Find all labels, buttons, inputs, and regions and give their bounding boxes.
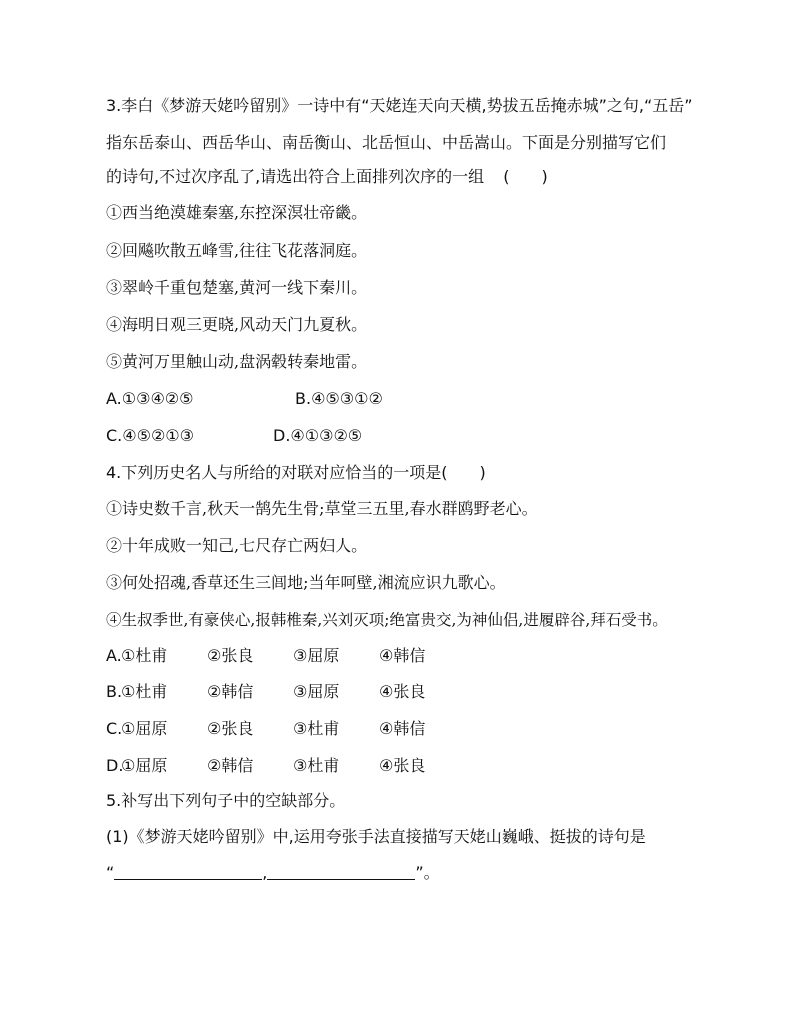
answer-blank-1[interactable] (114, 863, 262, 880)
q4-option-c-c3: ③杜甫 (293, 719, 340, 738)
q4-option-a-c2: ②张良 (207, 646, 254, 665)
q4-item-4: ④生叔季世,有豪侠心,报韩椎秦,兴刘灭项;绝富贵交,为神仙侣,进履辟谷,拜石受书。 (106, 611, 668, 629)
q4-option-b-c2: ②韩信 (207, 682, 254, 701)
q4-option-a-label: A. (106, 646, 122, 665)
q4-stem: 4.下列历史名人与所给的对联对应恰当的一项是( ) (106, 463, 486, 482)
comma: , (262, 863, 268, 882)
q5-sub1-answer-line (106, 862, 440, 884)
q3-item-5: ⑤黄河万里触山动,盘涡毂转秦地雷。 (106, 352, 368, 371)
q5-sub1: (1)《梦游天姥吟留别》中,运用夸张手法直接描写天姥山巍峨、挺拔的诗句是 (106, 827, 646, 846)
q4-option-d-c1: ①屈原 (121, 756, 168, 775)
q4-option-b-c1: ①杜甫 (121, 682, 168, 701)
q4-option-b-c3: ③屈原 (293, 682, 340, 701)
q4-option-d-label: D. (106, 756, 124, 775)
q4-option-a-c3: ③屈原 (293, 646, 340, 665)
q4-option-d-c4: ④张良 (379, 756, 426, 775)
q4-item-1: ①诗史数千言,秋天一鹄先生骨;草堂三五里,春水群鸥野老心。 (106, 499, 538, 518)
q4-option-d-c2: ②韩信 (207, 756, 254, 775)
q3-option-a: A.①③④②⑤ (106, 389, 194, 408)
q4-option-b-c4: ④张良 (379, 682, 426, 701)
close-quote: ”。 (415, 863, 440, 882)
q4-option-a-c4: ④韩信 (379, 646, 426, 665)
q3-item-3: ③翠岭千重包楚塞,黄河一线下秦川。 (106, 278, 368, 297)
q4-option-d-c3: ③杜甫 (293, 756, 340, 775)
q4-option-c-c1: ①屈原 (121, 719, 168, 738)
q4-item-2: ②十年成败一知己,七尺存亡两妇人。 (106, 536, 368, 555)
q4-option-c-c2: ②张良 (207, 719, 254, 738)
q3-item-4: ④海明日观三更晓,风动天门九夏秋。 (106, 315, 368, 334)
q4-option-c-c4: ④韩信 (379, 719, 426, 738)
q3-stem-text: 的诗句,不过次序乱了,请选出符合上面排列次序的一组 (106, 167, 485, 186)
q3-option-d: D.④①③②⑤ (273, 426, 363, 445)
q3-stem-line2: 指东岳泰山、西岳华山、南岳衡山、北岳恒山、中岳嵩山。下面是分别描写它们 (106, 133, 667, 152)
q3-item-2: ②回飚吹散五峰雪,往往飞花落洞庭。 (106, 241, 368, 260)
q3-stem-line1: 3.李白《梦游天姥吟留别》一诗中有“天姥连天向天横,势拔五岳掩赤城”之句,“五岳” (106, 96, 693, 115)
q3-stem-line3 (106, 166, 548, 188)
q4-option-a-c1: ①杜甫 (121, 646, 168, 665)
q4-option-c-label: C. (106, 719, 123, 738)
q5-stem: 5.补写出下列句子中的空缺部分。 (106, 791, 346, 810)
open-quote: “ (106, 863, 115, 882)
q4-item-3: ③何处招魂,香草还生三闾地;当年呵壁,湘流应识九歌心。 (106, 573, 506, 592)
q4-option-b-label: B. (106, 682, 123, 701)
q3-option-c: C.④⑤②①③ (106, 426, 194, 445)
q3-answer-paren: ( ) (503, 167, 548, 186)
q3-option-b: B.④⑤③①② (295, 389, 383, 408)
answer-blank-2[interactable] (267, 863, 415, 880)
q3-item-1: ①西当绝漠雄秦塞,东控深溟壮帝畿。 (106, 203, 368, 222)
